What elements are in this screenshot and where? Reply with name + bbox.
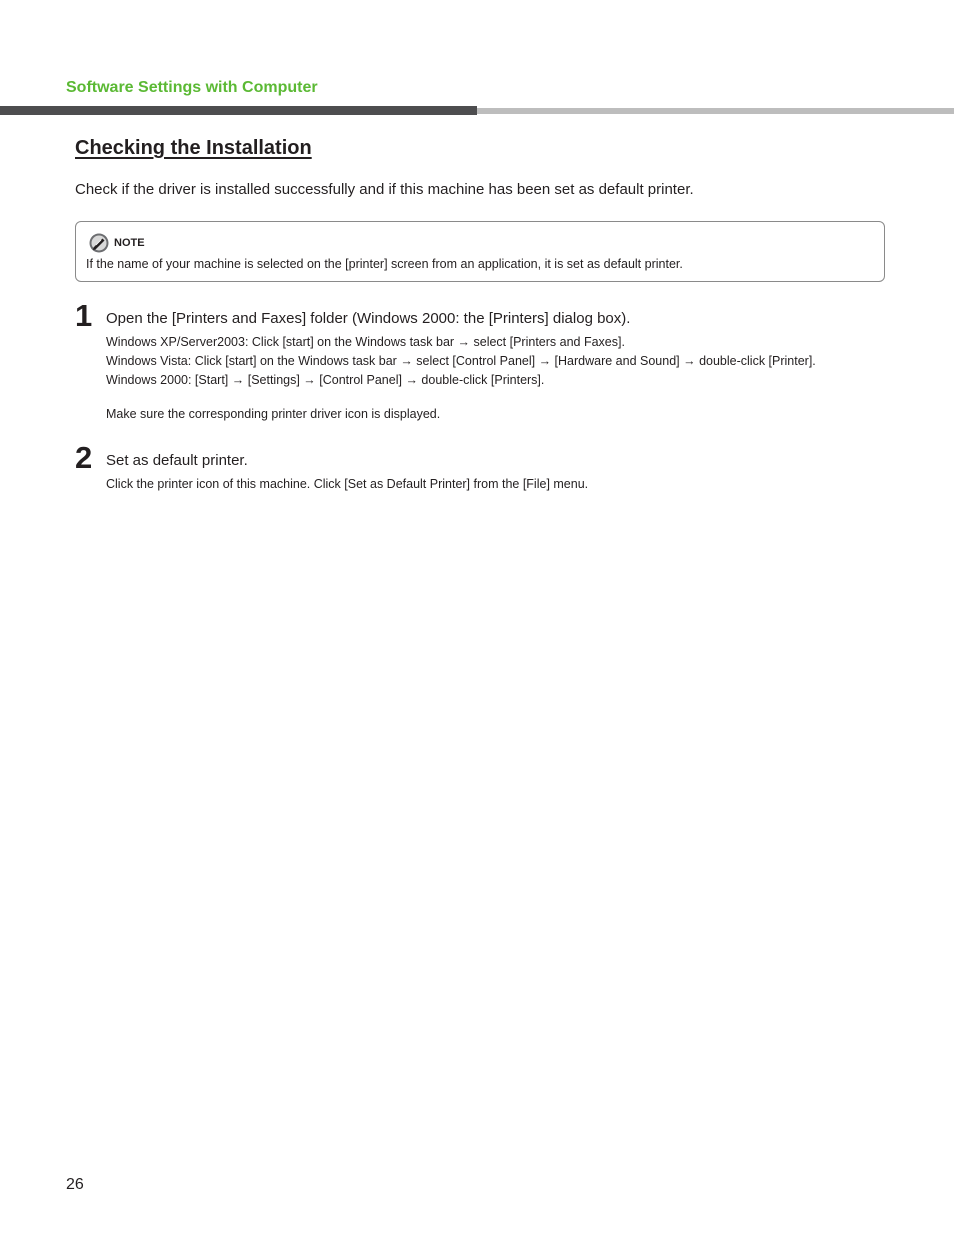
step-1-line-2000: Windows 2000: [Start] → [Settings] → [Control Panel] → double-click [Printers]. [106,373,545,387]
header-bar-light [477,108,954,114]
step-1-line-vista: Windows Vista: Click [start] on the Windows task bar → select [Control Panel] → [Hardware and Sound] → double-click [Printer]. [106,354,816,368]
note-label: NOTE [114,237,145,249]
step-number-1: 1 [75,298,93,333]
section-header: Software Settings with Computer [66,79,318,96]
page-number: 26 [66,1176,84,1193]
page-title: Checking the Installation [75,137,312,159]
step-title-2: Set as default printer. [106,452,248,469]
note-box [75,221,885,282]
step-number-2: 2 [75,440,93,475]
note-text: If the name of your machine is selected on the [printer] screen from an application, it is set as default printer. [86,257,683,271]
step-2-line: Click the printer icon of this machine. Click [Set as Default Printer] from the [File] menu. [106,477,589,491]
header-bar-dark [0,106,477,115]
step-title-1: Open the [Printers and Faxes] folder (Windows 2000: the [Printers] dialog box). [106,310,631,327]
note-pencil-icon [89,233,109,253]
step-1-confirm: Make sure the corresponding printer driver icon is displayed. [106,407,441,421]
intro-paragraph: Check if the driver is installed successfully and if this machine has been set as default printer. [75,181,694,198]
step-1-line-xp: Windows XP/Server2003: Click [start] on the Windows task bar → select [Printers and Faxes]. [106,335,625,349]
